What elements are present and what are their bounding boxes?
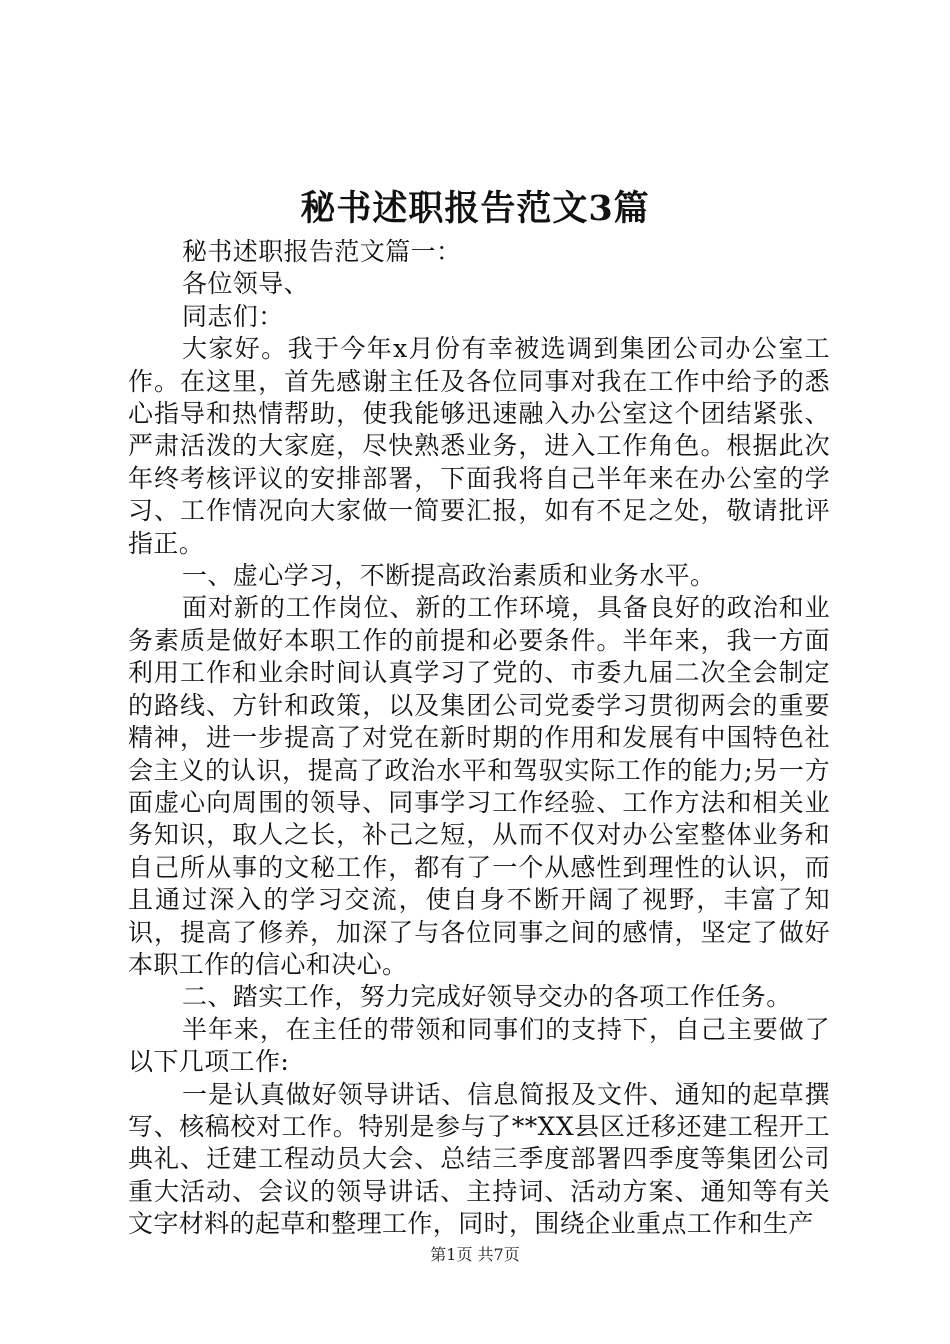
page-footer <box>0 1244 950 1266</box>
paragraph: 各位领导、 <box>182 269 310 299</box>
paragraph: 大家好。我于今年x月份有幸被选调到集团公司办公室工作。在这里，首先感谢主任及各位同事对我在工作中给予的悉心指导和热情帮助，使我能够迅速融入办公室这个团结紧张、严肃活泼的大家庭，尽快熟悉业务，进入工作角色。根据此次年终考核评议的安排部署，下面我将自己半年来在办公室的学习、工作情况向大家做一简要汇报，如有不足之处，敬请批评指正。 <box>128 334 830 558</box>
paragraph: 面对新的工作岗位、新的工作环境，具备良好的政治和业务素质是做好本职工作的前提和必要条件。半年来，我一方面利用工作和业余时间认真学习了党的、市委九届二次全会制定的路线、方针和政策，以及集团公司党委学习贯彻两会的重要精神，进一步提高了对党在新时期的作用和发展有中国特色社会主义的认识，提高了政治水平和驾驭实际工作的能力;另一方面虚心向周围的领导、同事学习工作经验、工作方法和相关业务知识，取人之长，补己之短，从而不仅对办公室整体业务和自己所从事的文秘工作，都有了一个从感性到理性的认识，而且通过深入的学习交流，使自身不断开阔了视野，丰富了知识，提高了修养，加深了与各位同事之间的感情，坚定了做好本职工作的信心和决心。 <box>128 593 830 979</box>
document-title: 秘书述职报告范文3篇 <box>300 188 650 229</box>
paragraph: 一是认真做好领导讲话、信息简报及文件、通知的起草撰写、核稿校对工作。特别是参与了**XX县区迁移还建工程开工典礼、迁建工程动员大会、总结三季度部署四季度等集团公司重大活动、会议的领导讲话、主持词、活动方案、通知等有关文字材料的起草和整理工作，同时，围绕企业重点工作和生产 <box>128 1079 830 1239</box>
paragraph: 二、踏实工作，努力完成好领导交办的各项工作任务。 <box>182 982 792 1012</box>
paragraph: 一、虚心学习，不断提高政治素质和业务水平。 <box>182 561 716 591</box>
paragraph: 半年来，在主任的带领和同事们的支持下，自己主要做了以下几项工作: <box>128 1014 830 1077</box>
page-indicator: 第1页 共7页 <box>430 1245 520 1264</box>
paragraph: 同志们： <box>182 301 284 331</box>
paragraph: 秘书述职报告范文篇一： <box>182 237 462 266</box>
document-body <box>128 236 830 1241</box>
